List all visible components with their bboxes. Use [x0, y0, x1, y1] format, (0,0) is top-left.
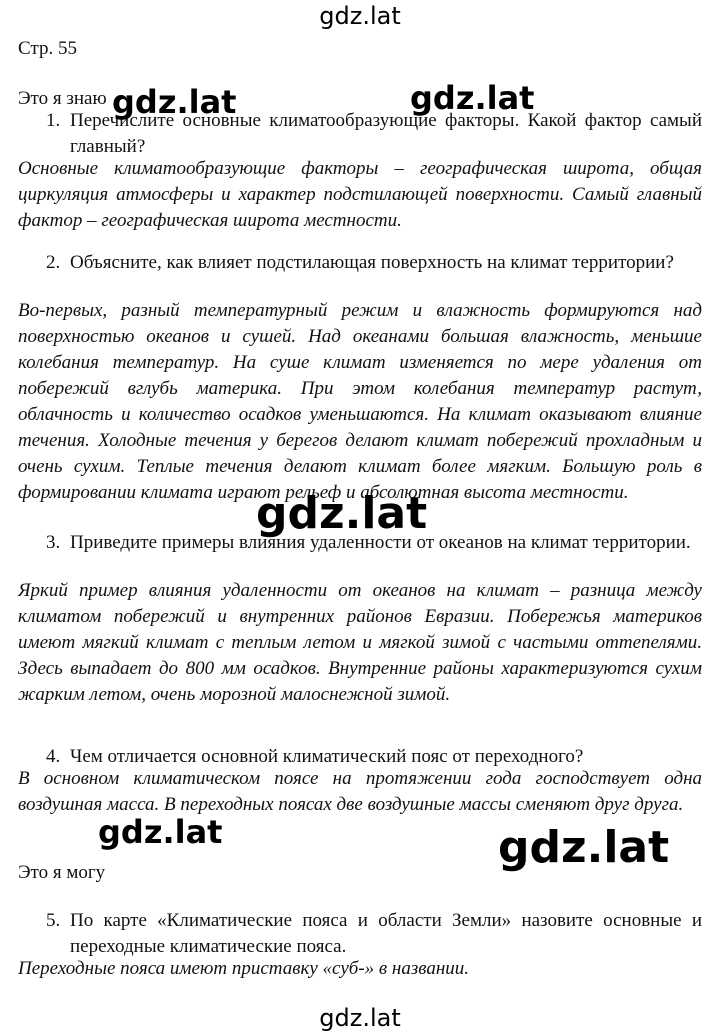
- watermark-top: gdz.lat: [319, 2, 401, 30]
- question-number: 1.: [46, 110, 61, 131]
- answer-2: Во-первых, разный температурный режим и влажность формируются над поверхностью океанов и сушей. Над океанами большая влажность, меньшие колебания температур. На суше климат изменяется по мере удаления от побережий вглубь материка. При этом колебания температур растут, облачность и количество осадков уменьшаются. На климат оказывают влияние течения. Холодные течения у берегов делают климат побережий прохладным и очень сухим. Теплые течения делают климат более мягким. Большую роль в формировании климата играют рельеф и абсолютная высота местности.: [18, 300, 702, 503]
- answer-3: Яркий пример влияния удаленности от океанов на климат – разница между климатом побережий и внутренних районов Евразии. Побережья материков имеют мягкий климат с теплым летом и мягкой зимой с частыми оттепелями. Здесь выпадает до 800 мм осадков. Внутренние районы характеризуются сухим жарким летом, очень морозной малоснежной зимой.: [18, 580, 702, 705]
- watermark-overlay: gdz.lat: [410, 79, 535, 117]
- watermark-bottom: gdz.lat: [319, 1004, 401, 1032]
- watermark-overlay: gdz.lat: [256, 488, 428, 539]
- section-heading-know: Это я знаю: [18, 88, 107, 109]
- question-number: 2.: [46, 252, 61, 273]
- watermark-overlay: gdz.lat: [498, 822, 670, 873]
- question-text: Объясните, как влияет подстилающая поверхность на климат территории?: [70, 252, 674, 273]
- watermark-overlay: gdz.lat: [112, 83, 237, 121]
- question-number: 3.: [46, 532, 61, 553]
- question-text: По карте «Климатические пояса и области Земли» назовите основные и переходные климатические пояса.: [70, 910, 702, 957]
- question-2: [46, 250, 702, 276]
- question-text: Перечислите основные климатообразующие факторы. Какой фактор самый главный?: [70, 110, 702, 157]
- question-text: Чем отличается основной климатический пояс от переходного?: [70, 746, 584, 767]
- answer-4: В основном климатическом поясе на протяжении года господствует одна воздушная масса. В переходных поясах две воздушные массы сменяют друг друга.: [18, 768, 702, 815]
- question-5: [46, 908, 702, 960]
- answer-5: Переходные пояса имеют приставку «суб-» в названии.: [18, 958, 470, 979]
- question-text: Приведите примеры влияния удаленности от океанов на климат территории.: [70, 532, 691, 553]
- page-reference: Стр. 55: [18, 38, 77, 59]
- section-heading-can: Это я могу: [18, 862, 106, 883]
- question-number: 4.: [46, 746, 61, 767]
- question-number: 5.: [46, 910, 61, 931]
- answer-1: Основные климатообразующие факторы – географическая широта, общая циркуляция атмосферы и характер подстилающей поверхности. Самый главный фактор – географическая широта местности.: [18, 158, 702, 231]
- watermark-overlay: gdz.lat: [98, 813, 223, 851]
